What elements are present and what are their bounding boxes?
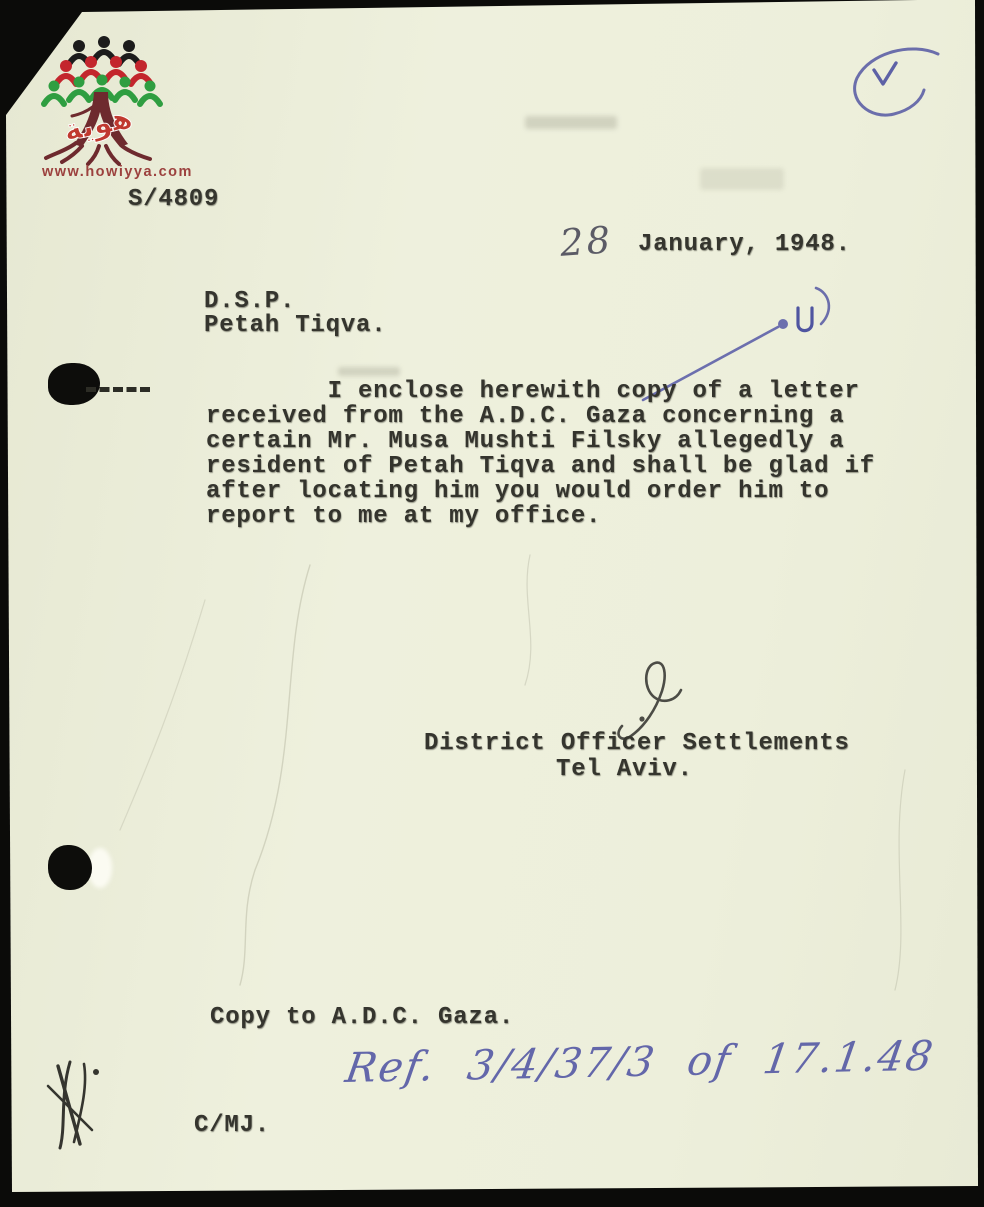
reference-number: S/4809 (128, 186, 220, 213)
signature-title: District Officer Settlements (424, 730, 850, 757)
body-line: report to me at my office. (206, 503, 602, 530)
copy-to-line: Copy to A.D.C. Gaza. (210, 1004, 515, 1031)
body-line: certain Mr. Musa Mushti Filsky allegedly a (206, 428, 845, 455)
watermark-url: www.howiyya.com (42, 164, 193, 180)
signature-location: Tel Aviv. (556, 756, 693, 783)
handwritten-ref-line: Ref. 3/4/37/3 of 17.1.48 (342, 1031, 938, 1093)
typist-initials: C/MJ. (194, 1112, 271, 1139)
recipient-line-2: Petah Tiqva. (204, 312, 387, 339)
logo-arabic-name: هوية (60, 100, 136, 150)
typed-date: January, 1948. (638, 231, 851, 258)
handwritten-date-day: 28 (558, 218, 615, 265)
body-line: after locating him you would order him to (206, 478, 830, 505)
body-line: I enclose herewith copy of a letter (206, 378, 860, 405)
body-line: resident of Petah Tiqva and shall be glad if (206, 453, 875, 480)
body-line: received from the A.D.C. Gaza concerning a (206, 403, 845, 430)
recipient-line-1: D.S.P. (204, 288, 296, 315)
